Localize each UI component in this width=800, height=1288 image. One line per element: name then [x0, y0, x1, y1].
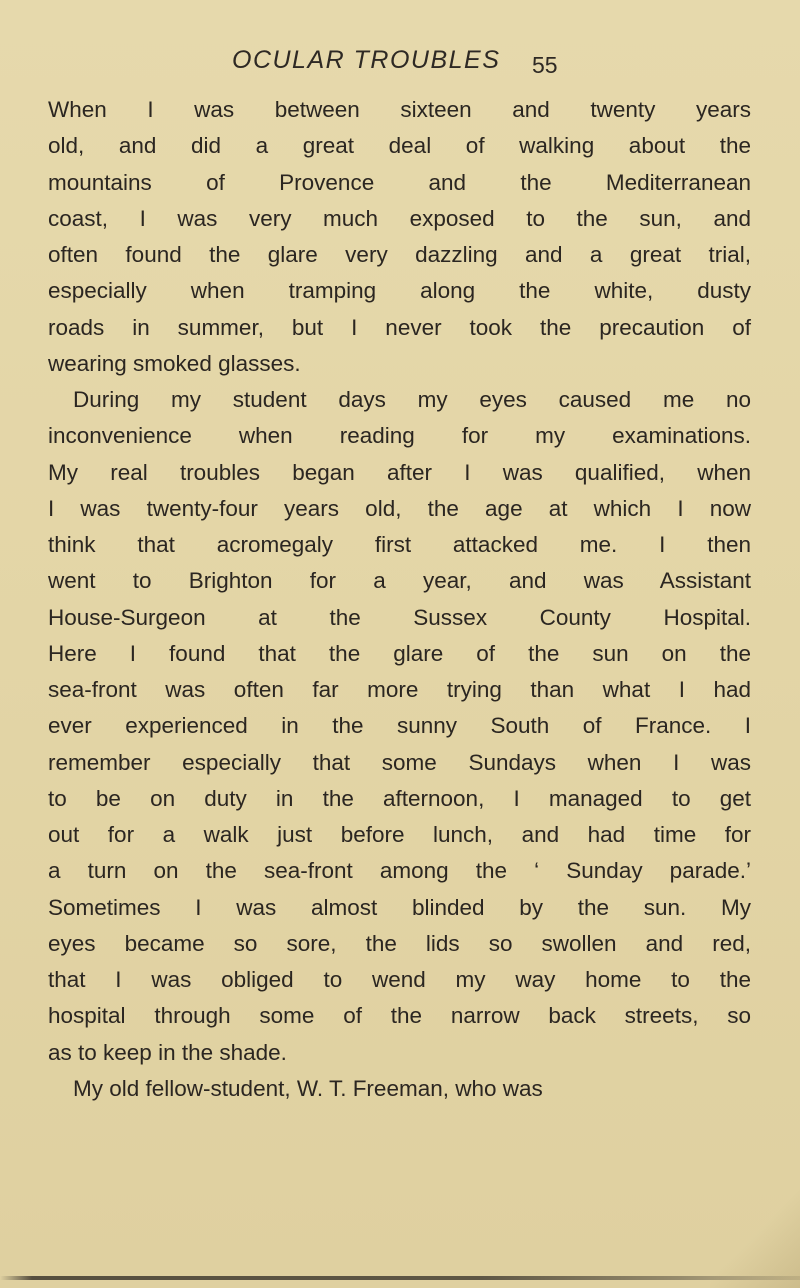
text-line: as to keep in the shade.: [48, 1039, 287, 1065]
text-line: ever experienced in the sunny South of France. I: [48, 713, 751, 739]
bottom-edge-rule: [0, 1276, 800, 1280]
text-line: sea-front was often far more trying than what I had: [48, 677, 751, 702]
text-line: wearing smoked glasses.: [48, 350, 301, 376]
text-line: During my student days my eyes caused me no: [73, 387, 751, 412]
text-line: Sometimes I was almost blinded by the sun. My: [48, 894, 751, 920]
text-line: especially when tramping along the white, dusty: [48, 278, 751, 304]
text-line: I was twenty-four years old, the age at which I now: [48, 495, 751, 521]
text-line: Here I found that the glare of the sun on the: [48, 640, 751, 666]
body-text: [48, 92, 751, 1107]
running-head: [0, 46, 800, 86]
text-line: mountains of Provence and the Mediterranean: [48, 169, 751, 195]
text-line: old, and did a great deal of walking about the: [48, 133, 751, 159]
page-corner-shade: [710, 1178, 800, 1288]
page-number: 55: [532, 52, 558, 78]
text-line: My old fellow-student, W. T. Freeman, who was: [73, 1075, 543, 1101]
running-title: OCULAR TROUBLES: [232, 46, 501, 74]
text-line: remember especially that some Sundays when I was: [48, 749, 751, 775]
text-line: went to Brighton for a year, and was Assistant: [48, 568, 751, 594]
text-line: out for a walk just before lunch, and had time for: [48, 822, 751, 847]
text-line: often found the glare very dazzling and a great trial,: [48, 242, 751, 267]
text-line: inconvenience when reading for my examinations.: [48, 423, 751, 449]
text-line: to be on duty in the afternoon, I managed to get: [48, 785, 751, 811]
text-line: think that acromegaly first attacked me. I then: [48, 532, 751, 557]
text-line: My real troubles began after I was qualified, when: [48, 459, 751, 485]
text-line: roads in summer, but I never took the precaution of: [48, 314, 751, 340]
text-line: hospital through some of the narrow back streets, so: [48, 1003, 751, 1029]
text-line: eyes became so sore, the lids so swollen and red,: [48, 930, 751, 956]
text-line: a turn on the sea-front among the ‘ Sunday parade.’: [48, 858, 751, 884]
text-line: When I was between sixteen and twenty years: [48, 97, 751, 122]
text-line: coast, I was very much exposed to the sun, and: [48, 205, 751, 231]
text-line: that I was obliged to wend my way home to the: [48, 967, 751, 992]
text-line: House-Surgeon at the Sussex County Hospital.: [48, 604, 751, 630]
